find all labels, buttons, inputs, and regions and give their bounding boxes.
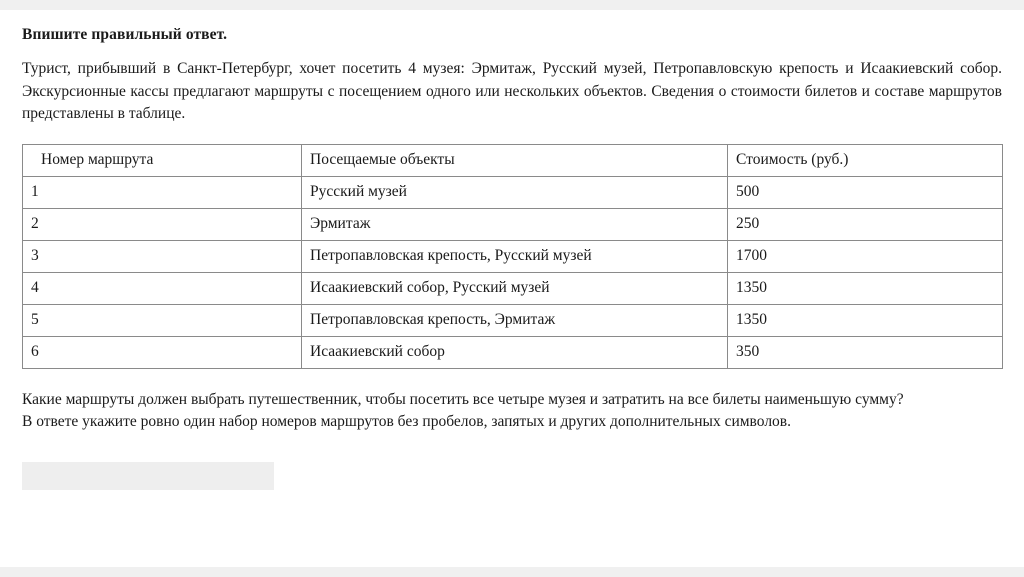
cell-cost: 500 (728, 176, 1003, 208)
cell-cost: 1350 (728, 304, 1003, 336)
table-row (23, 304, 1003, 336)
cell-route-number: 2 (23, 208, 302, 240)
task-intro-text: Турист, прибывший в Санкт-Петербург, хочет посетить 4 музея: Эрмитаж, Русский музей, Петропавловскую крепость и Исаакиевский собор. Экскурсионные кассы предлагают маршруты с посещением одного или нескольких объектов. Сведения о стоимости билетов и составе маршрутов представлены в таблице. (22, 60, 1002, 122)
table-header-row (23, 144, 1003, 176)
cell-cost: 350 (728, 336, 1003, 368)
cell-cost: 250 (728, 208, 1003, 240)
task-question (22, 389, 1002, 434)
question-line-1: Какие маршруты должен выбрать путешественник, чтобы посетить все четыре музея и затратить на все билеты наименьшую сумму? (22, 390, 904, 408)
top-decorative-strip (0, 0, 1024, 10)
question-line-2: В ответе укажите ровно один набор номеров маршрутов без пробелов, запятых и других дополнительных символов. (22, 413, 791, 430)
cell-route-number: 3 (23, 240, 302, 272)
page-title: Впишите правильный ответ. (22, 26, 228, 43)
cell-objects: Исаакиевский собор, Русский музей (302, 272, 728, 304)
answer-input[interactable] (22, 462, 274, 490)
cell-objects: Эрмитаж (302, 208, 728, 240)
cell-cost: 1700 (728, 240, 1003, 272)
task-page (0, 10, 1024, 490)
table-row (23, 176, 1003, 208)
cell-route-number: 6 (23, 336, 302, 368)
cell-route-number: 5 (23, 304, 302, 336)
cell-objects: Петропавловская крепость, Эрмитаж (302, 304, 728, 336)
cell-objects: Русский музей (302, 176, 728, 208)
table-row (23, 208, 1003, 240)
column-header-objects: Посещаемые объекты (302, 144, 728, 176)
table-row (23, 336, 1003, 368)
cell-cost: 1350 (728, 272, 1003, 304)
routes-table (22, 144, 1003, 369)
cell-route-number: 1 (23, 176, 302, 208)
bottom-decorative-strip (0, 567, 1024, 577)
cell-route-number: 4 (23, 272, 302, 304)
table-row (23, 240, 1003, 272)
column-header-route-number: Номер маршрута (23, 144, 302, 176)
cell-objects: Исаакиевский собор (302, 336, 728, 368)
cell-objects: Петропавловская крепость, Русский музей (302, 240, 728, 272)
column-header-cost: Стоимость (руб.) (728, 144, 1003, 176)
table-row (23, 272, 1003, 304)
